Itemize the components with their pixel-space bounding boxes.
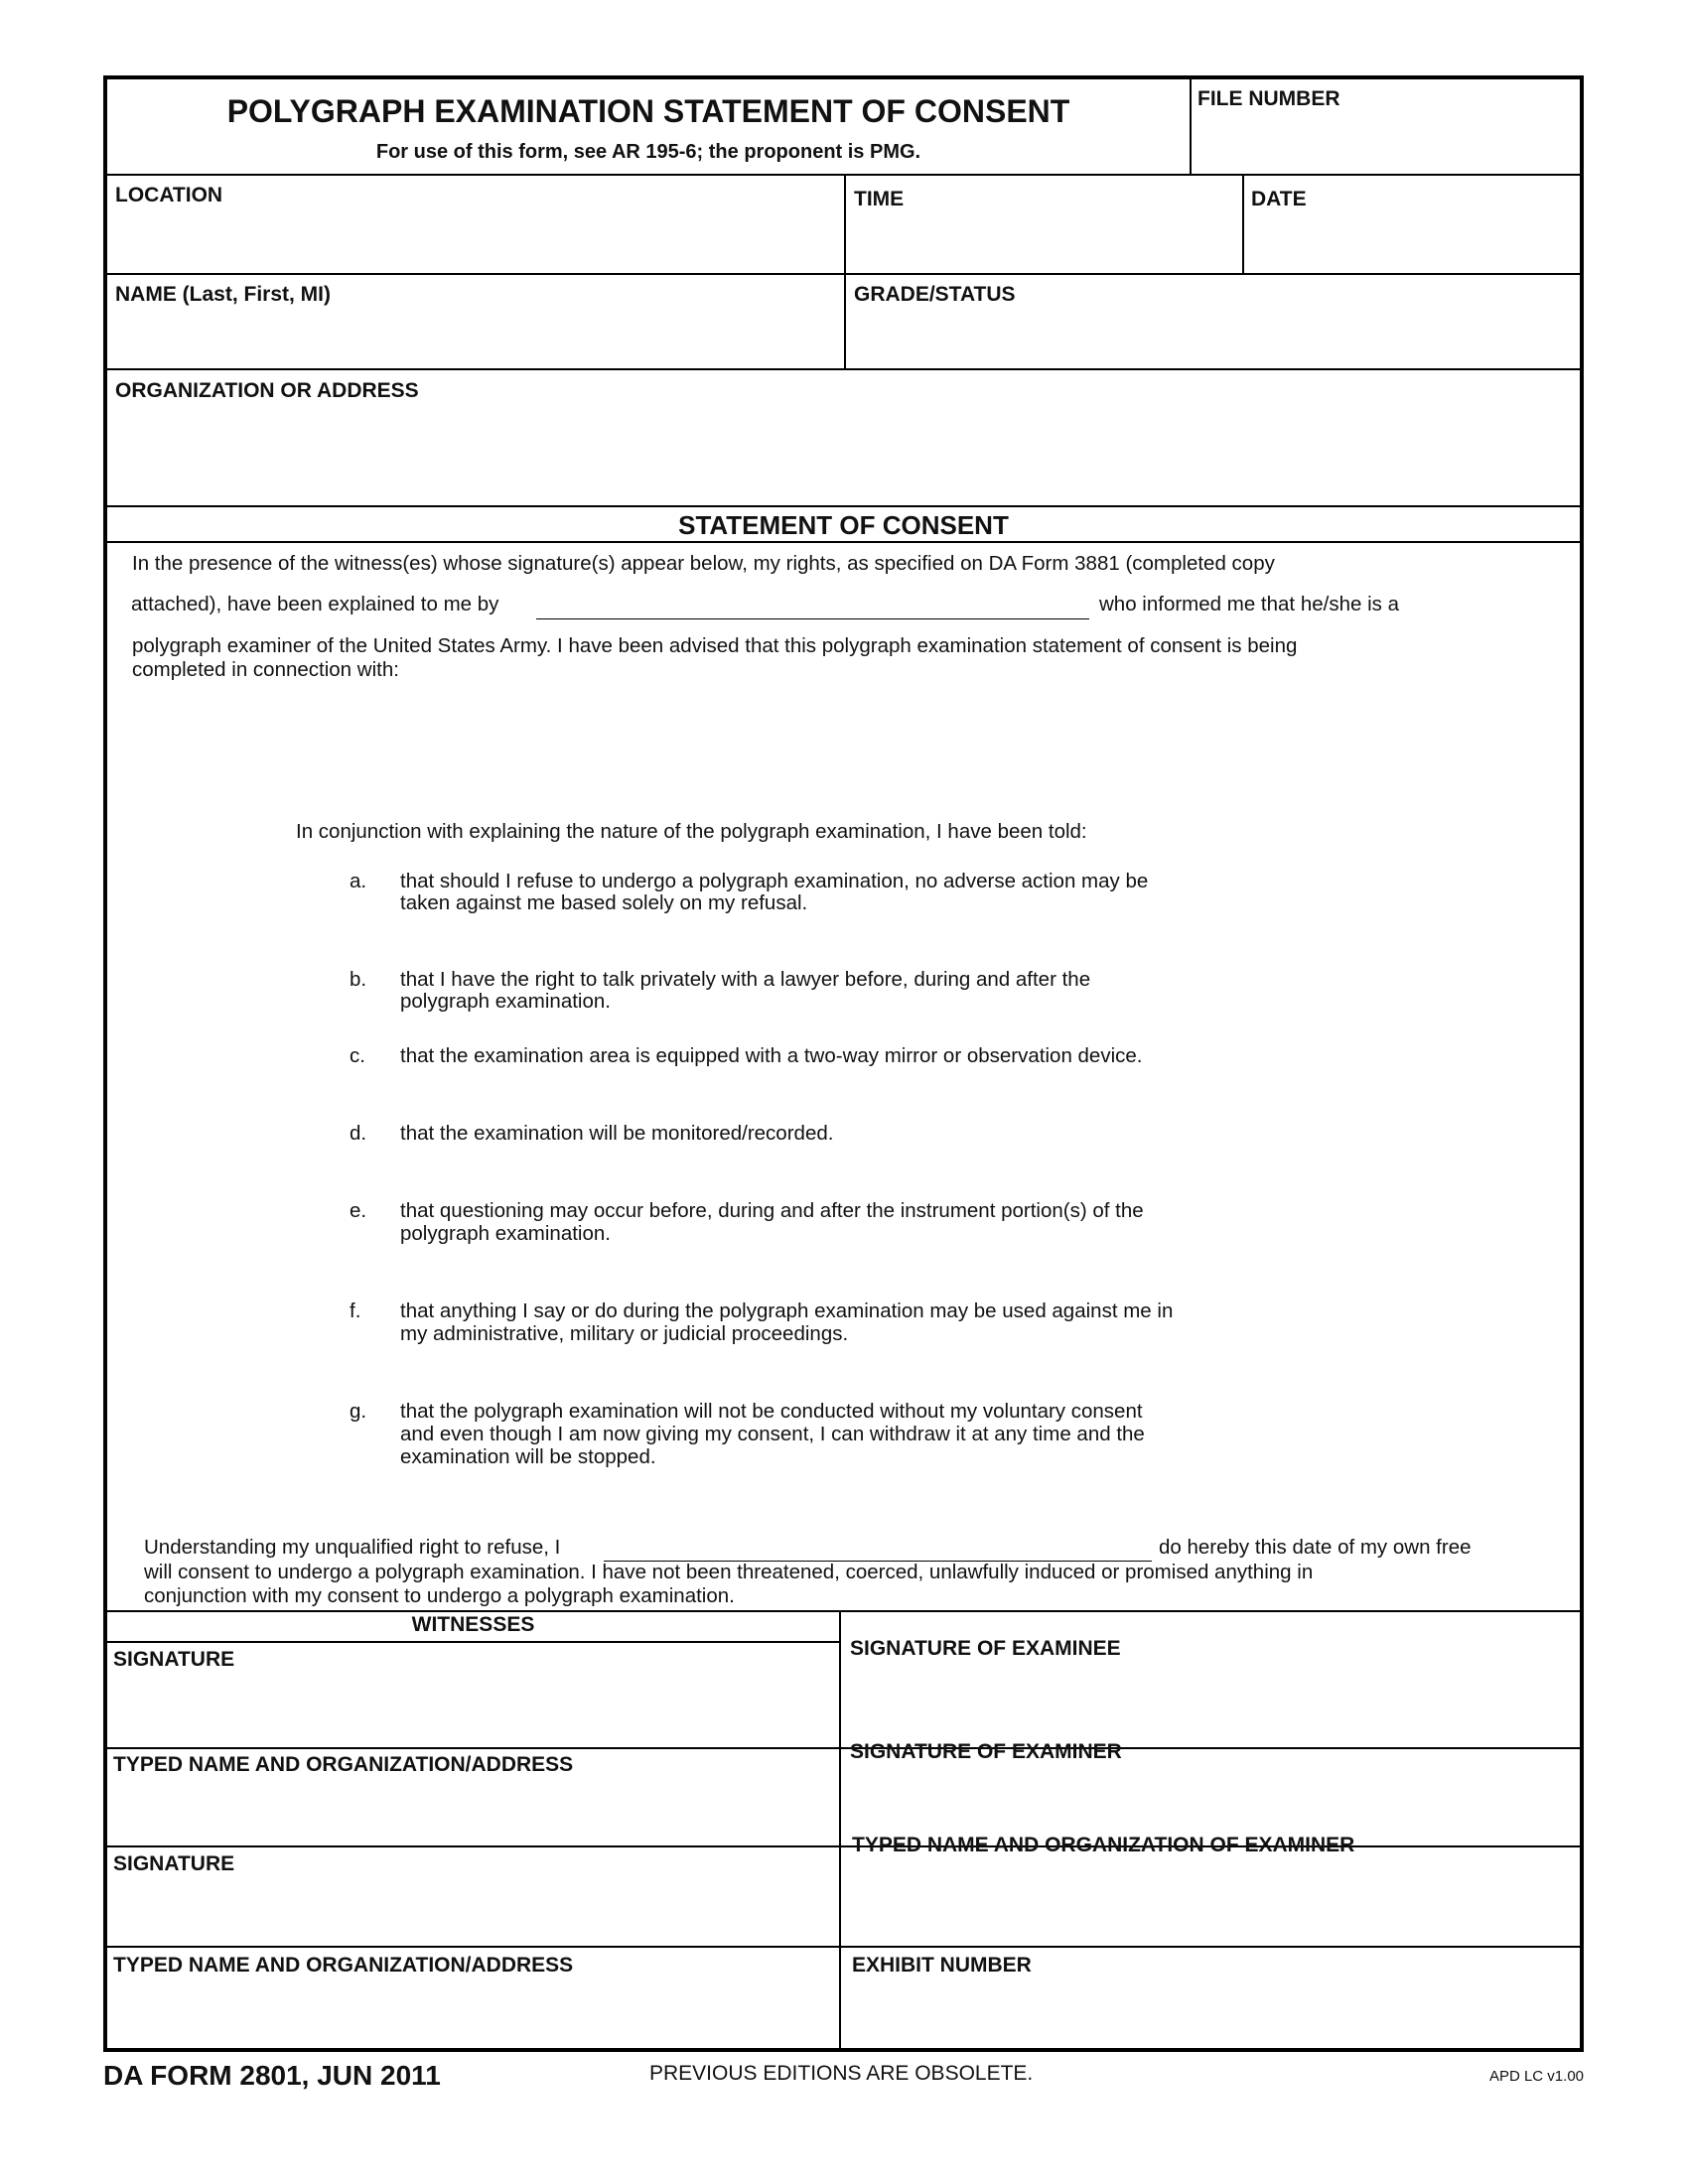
- grade-status-input[interactable]: [852, 308, 1573, 367]
- location-input[interactable]: [113, 208, 838, 270]
- consent-text: completed in connection with:: [132, 658, 399, 681]
- item-text: that anything I say or do during the polygraph examination may be used against me in: [400, 1299, 1174, 1322]
- item-text: examination will be stopped.: [400, 1445, 656, 1468]
- witness-typed-name-label: TYPED NAME AND ORGANIZATION/ADDRESS: [113, 1753, 574, 1776]
- examinee-signature-label: SIGNATURE OF EXAMINEE: [850, 1637, 1121, 1660]
- time-input[interactable]: [852, 212, 1235, 270]
- divider: [107, 1747, 839, 1749]
- grade-status-label: GRADE/STATUS: [854, 283, 1016, 306]
- item-text: polygraph examination.: [400, 990, 611, 1013]
- witness1-typed-name-input[interactable]: [113, 1779, 833, 1841]
- exhibit-number-input[interactable]: [848, 1979, 1573, 2045]
- divider: [107, 1610, 1580, 1612]
- examiner-typed-name-input[interactable]: [848, 1862, 1573, 1942]
- file-number-input[interactable]: [1196, 113, 1578, 169]
- examiner-signature-label: SIGNATURE OF EXAMINER: [850, 1740, 1122, 1763]
- item-letter: a.: [350, 870, 367, 892]
- item-letter: e.: [350, 1199, 367, 1222]
- name-input[interactable]: [113, 308, 838, 367]
- item-text: that should I refuse to undergo a polygraph examination, no adverse action may be: [400, 870, 1149, 892]
- divider: [107, 541, 1580, 543]
- file-number-label: FILE NUMBER: [1197, 87, 1340, 110]
- consent-text: In the presence of the witness(es) whose signature(s) appear below, my rights, as specified on DA Form 3881 (completed copy: [132, 552, 1275, 575]
- item-text: that the examination will be monitored/recorded.: [400, 1122, 834, 1145]
- examinee-name-input[interactable]: [604, 1530, 1152, 1562]
- form-title: POLYGRAPH EXAMINATION STATEMENT OF CONSENT: [226, 93, 1070, 129]
- divider: [839, 1610, 841, 2048]
- divider: [107, 368, 1580, 370]
- examiner-name-input[interactable]: [536, 588, 1089, 619]
- refusal-text: conjunction with my consent to undergo a polygraph examination.: [144, 1584, 735, 1607]
- consent-text: polygraph examiner of the United States Army. I have been advised that this polygraph examination statement of consent is being: [132, 634, 1298, 657]
- divider: [1190, 79, 1192, 174]
- divider: [839, 1946, 1580, 1948]
- organization-input[interactable]: [113, 405, 1573, 500]
- divider: [107, 1946, 839, 1948]
- told-intro: In conjunction with explaining the nature of the polygraph examination, I have been told:: [296, 820, 1087, 843]
- form-frame: [103, 75, 1584, 2052]
- consent-text: attached), have been explained to me by: [131, 593, 499, 615]
- exhibit-number-label: EXHIBIT NUMBER: [852, 1954, 1032, 1977]
- form-id: DA FORM 2801, JUN 2011: [103, 2060, 441, 2091]
- witness-typed-name-label: TYPED NAME AND ORGANIZATION/ADDRESS: [113, 1954, 574, 1977]
- item-letter: f.: [350, 1299, 361, 1322]
- time-label: TIME: [854, 188, 905, 210]
- section-title: STATEMENT OF CONSENT: [678, 510, 1009, 540]
- date-label: DATE: [1251, 188, 1307, 210]
- item-text: taken against me based solely on my refusal.: [400, 891, 808, 914]
- item-letter: c.: [350, 1044, 365, 1067]
- item-text: that questioning may occur before, during and after the instrument portion(s) of the: [400, 1199, 1144, 1222]
- witness-signature-label: SIGNATURE: [113, 1648, 235, 1671]
- item-text: and even though I am now giving my consent, I can withdraw it at any time and the: [400, 1423, 1145, 1445]
- divider: [107, 273, 1580, 275]
- name-label: NAME (Last, First, MI): [115, 283, 332, 306]
- item-text: polygraph examination.: [400, 1222, 611, 1245]
- item-letter: d.: [350, 1122, 367, 1145]
- examinee-signature-input[interactable]: [848, 1664, 1573, 1743]
- obsolete-notice: PREVIOUS EDITIONS ARE OBSOLETE.: [649, 2062, 1034, 2085]
- location-label: LOCATION: [115, 184, 223, 206]
- item-text: my administrative, military or judicial proceedings.: [400, 1322, 849, 1345]
- date-input[interactable]: [1249, 212, 1573, 270]
- item-letter: b.: [350, 968, 367, 991]
- refusal-text: Understanding my unqualified right to refuse, I: [144, 1536, 561, 1559]
- divider: [107, 1845, 839, 1847]
- divider: [1242, 174, 1244, 273]
- item-letter: g.: [350, 1400, 367, 1423]
- witnesses-heading: WITNESSES: [411, 1613, 535, 1636]
- examiner-typed-name-label: TYPED NAME AND ORGANIZATION OF EXAMINER: [852, 1834, 1355, 1856]
- witness-signature-label: SIGNATURE: [113, 1852, 235, 1875]
- divider: [107, 1641, 839, 1643]
- divider: [107, 505, 1580, 507]
- examiner-signature-input[interactable]: [848, 1767, 1573, 1839]
- consent-text: who informed me that he/she is a: [1099, 593, 1399, 615]
- item-text: that I have the right to talk privately with a lawyer before, during and after the: [400, 968, 1091, 991]
- item-text: that the polygraph examination will not be conducted without my voluntary consent: [400, 1400, 1143, 1423]
- witness2-typed-name-input[interactable]: [113, 1979, 833, 2045]
- version-label: APD LC v1.00: [1488, 2068, 1584, 2085]
- item-text: that the examination area is equipped with a two-way mirror or observation device.: [400, 1044, 1143, 1067]
- witness1-signature-input[interactable]: [113, 1672, 833, 1743]
- refusal-text: will consent to undergo a polygraph examination. I have not been threatened, coerced, unlawfully induced or promised anything in: [144, 1561, 1314, 1583]
- refusal-text: do hereby this date of my own free: [1159, 1536, 1472, 1559]
- form-subtitle: For use of this form, see AR 195-6; the proponent is PMG.: [375, 141, 921, 163]
- divider: [844, 174, 846, 368]
- organization-label: ORGANIZATION OR ADDRESS: [115, 379, 419, 402]
- witness2-signature-input[interactable]: [113, 1876, 833, 1942]
